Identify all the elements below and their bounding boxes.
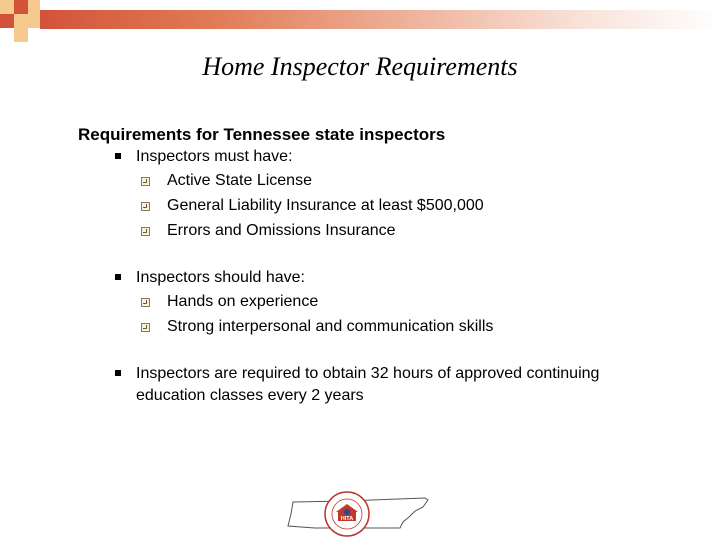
header-square bbox=[14, 0, 28, 14]
sub-bullet bbox=[78, 168, 678, 193]
checkbox-bullet-icon bbox=[141, 227, 150, 236]
square-bullet-icon bbox=[115, 370, 121, 376]
hita-logo bbox=[285, 490, 435, 543]
sub-bullet-text: General Liability Insurance at least $500,000 bbox=[167, 197, 484, 214]
sub-bullet-text: Errors and Omissions Insurance bbox=[167, 222, 396, 239]
slide-title: Home Inspector Requirements bbox=[202, 52, 518, 81]
tristar-icon bbox=[344, 509, 350, 515]
square-bullet-icon bbox=[115, 153, 121, 159]
checkbox-bullet-icon bbox=[141, 202, 150, 211]
sub-bullet bbox=[78, 314, 678, 339]
bullet-text: Inspectors must have: bbox=[136, 148, 293, 165]
header-square bbox=[28, 14, 40, 28]
bullet-text: Inspectors should have: bbox=[136, 269, 305, 286]
checkbox-bullet-icon bbox=[141, 177, 150, 186]
tennessee-seal-icon bbox=[285, 490, 435, 538]
header-square bbox=[0, 0, 14, 14]
bullet-must-have bbox=[78, 146, 678, 168]
sub-bullet-text: Strong interpersonal and communication skills bbox=[167, 318, 494, 335]
section-heading: Requirements for Tennessee state inspectors bbox=[78, 125, 446, 144]
header-square bbox=[28, 0, 40, 14]
sub-bullet-text: Active State License bbox=[167, 172, 312, 189]
checkbox-bullet-icon bbox=[141, 298, 150, 307]
bullet-continuing-education bbox=[78, 363, 616, 407]
slide-content bbox=[78, 124, 678, 407]
square-bullet-icon bbox=[115, 274, 121, 280]
header-square bbox=[14, 14, 28, 28]
logo-text: HITA bbox=[340, 516, 354, 522]
header-gradient-bar bbox=[40, 10, 720, 29]
bullet-should-have bbox=[78, 267, 678, 289]
header-square bbox=[0, 14, 14, 28]
sub-bullet bbox=[78, 193, 678, 218]
sub-bullet-text: Hands on experience bbox=[167, 293, 319, 310]
sub-bullet bbox=[78, 218, 678, 243]
sub-bullet bbox=[78, 289, 678, 314]
checkbox-bullet-icon bbox=[141, 323, 150, 332]
header-square bbox=[14, 28, 28, 42]
bullet-text: Inspectors are required to obtain 32 hours of approved continuing education classes every 2 years bbox=[136, 365, 600, 404]
